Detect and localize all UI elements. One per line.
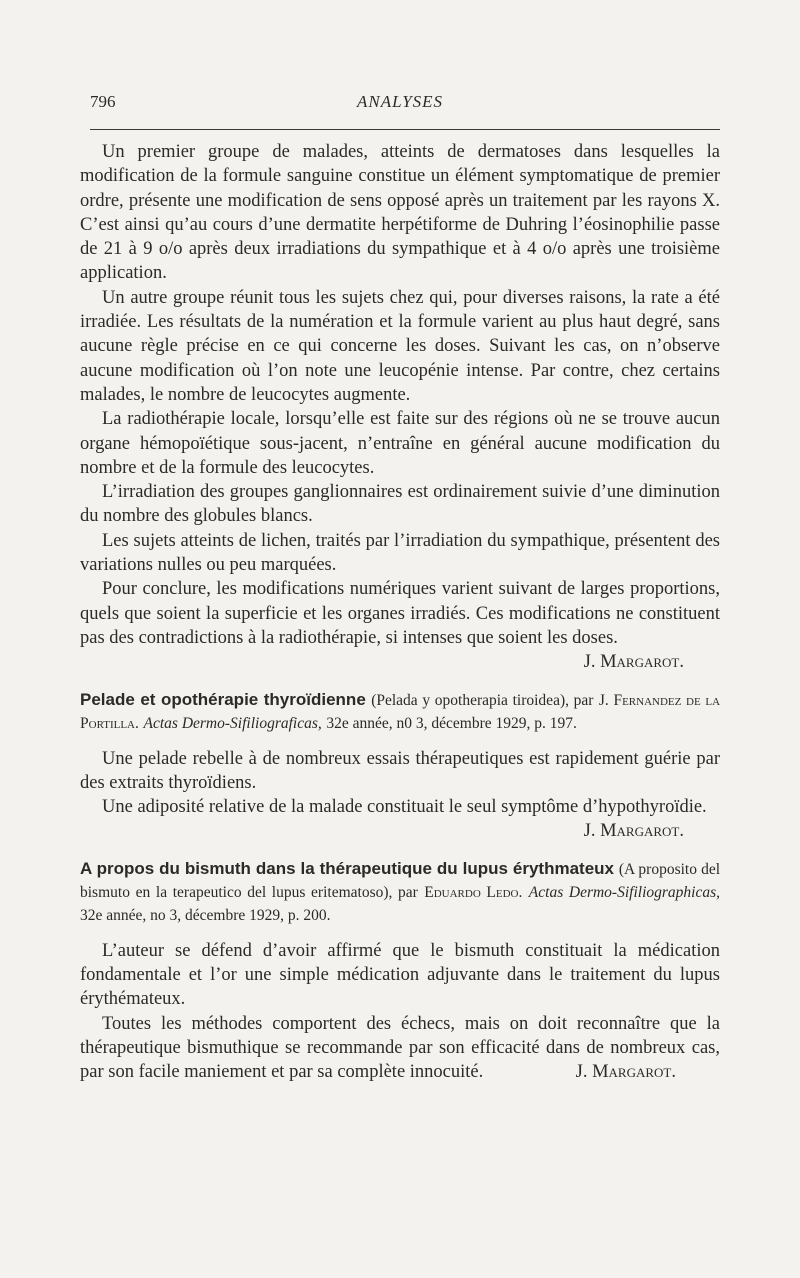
entry-title: Pelade et opothérapie thyroïdienne xyxy=(80,689,366,709)
paragraph-with-signature xyxy=(80,1012,720,1085)
signature: J. Margarot. xyxy=(575,1062,676,1083)
review-entry-heading xyxy=(80,689,720,735)
entry-details: 32e année, n0 3, décembre 1929, p. 197. xyxy=(326,714,577,732)
page-number: 796 xyxy=(90,92,116,111)
entry-title: A propos du bismuth dans la thérapeutique du lupus érythmateux xyxy=(80,858,614,878)
signature: J. Margarot. xyxy=(583,821,684,842)
entry-details: 32e année, no 3, décembre 1929, p. 200. xyxy=(80,906,331,924)
paragraph: Un autre groupe réunit tous les sujets chez qui, pour diverses raisons, la rate a été irradiée. Les résultats de la numération et la formule varient au plus haut degré, sans aucune règle précise en ce qui concerne les doses. Suivant les cas, on n’observe aucune modification où l’on note une leucopénie intense. Par contre, chez certains malades, le nombre de leucocytes augmente. xyxy=(80,287,720,405)
paragraph-with-signature xyxy=(80,577,720,673)
entry-subtitle: (Pelada y opotherapia tiroidea), par xyxy=(371,691,594,709)
paragraph: Les sujets atteints de lichen, traités par l’irradiation du sympathique, présentent des variations nulles ou peu marquées. xyxy=(80,530,720,576)
entry-journal: Actas Dermo-Sifiliograficas, xyxy=(143,714,322,732)
paragraph: La radiothérapie locale, lorsqu’elle est faite sur des régions où ne se trouve aucun organe hémopoïétique sous-jacent, n’entraîne en général aucune modification du nombre et de la formule des leucocytes. xyxy=(80,409,720,478)
page-body xyxy=(80,140,720,1085)
running-head xyxy=(80,92,720,124)
paragraph: Un premier groupe de malades, atteints de dermatoses dans lesquelles la modification de la formule sanguine constitue un élément symptomatique de premier ordre, présente une modification de sens opposé après un traitement par les rayons X. C’est ainsi qu’au cours d’une dermatite herpétiforme de Duhring l’éosinophilie passe de 21 à 9 o/o après deux irradiations du sympathique et à 4 o/o après une troisième application. xyxy=(80,142,720,284)
paragraph: Une pelade rebelle à de nombreux essais thérapeutiques est rapidement guérie par des extraits thyroïdiens. xyxy=(80,748,720,793)
paragraph: L’irradiation des groupes ganglionnaires est ordinairement suivie d’une diminution du nombre des globules blancs. xyxy=(80,482,720,527)
entry-author: Eduardo Ledo. xyxy=(424,883,523,901)
entry-author: J. Fernandez de la Portilla. xyxy=(80,691,721,732)
entry-subtitle: (A proposito del bismuto en la terapeutico del lupus eritematoso), par xyxy=(80,860,721,901)
paragraph-text: Toutes les méthodes comportent des échecs, mais on doit reconnaître que la thérapeutique bismuthique se recommande par son efficacité dans de nombreux cas, par son facile maniement et par sa complète innocuité. xyxy=(80,1013,720,1083)
paragraph-text: Pour conclure, les modifications numériques varient suivant de larges proportions, quels que soient la superficie et les organes irradiés. Ces modifications ne constituent pas des contradictions à la radiothérapie, si intenses que soient les doses. xyxy=(80,579,720,648)
header-rule xyxy=(90,129,720,130)
paragraph-text: Une adiposité relative de la malade constituait le seul symptôme d’hypothyroïdie. xyxy=(102,797,707,818)
entry-journal: Actas Dermo-Sifiliographicas, xyxy=(528,883,721,901)
review-entry-heading xyxy=(80,858,720,927)
paragraph-with-signature xyxy=(80,795,720,842)
signature: J. Margarot. xyxy=(583,652,684,673)
section-title: ANALYSES xyxy=(356,92,444,111)
paragraph: L’auteur se défend d’avoir affirmé que le bismuth constituait la médication fondamentale et l’or une simple médication adjuvante dans le traitement du lupus érythémateux. xyxy=(80,940,720,1010)
